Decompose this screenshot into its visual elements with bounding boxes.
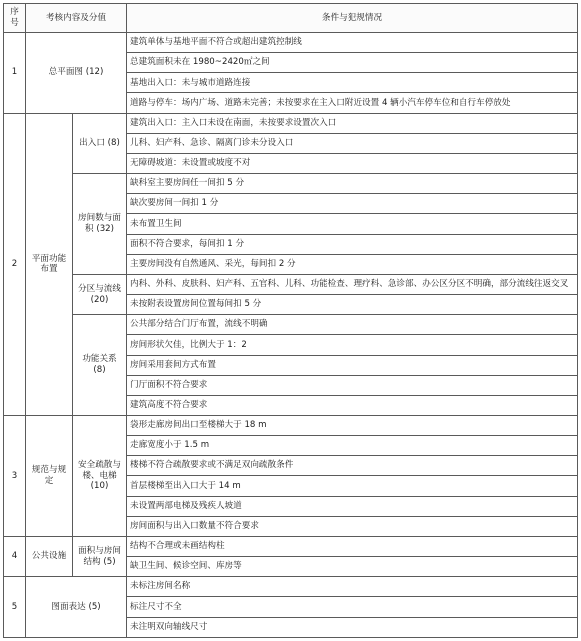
condition-cell: 走廊宽度小于 1.5 m	[127, 436, 578, 456]
table-row	[4, 415, 578, 435]
subitem-cell: 面积与房间结构 (5)	[73, 536, 127, 576]
condition-cell: 内科、外科、皮肤科、妇产科、五官科、儿科、功能检查、理疗科、急诊部、办公区分区不明确，部分流线往返交叉	[127, 274, 578, 294]
item-cell: 公共设施	[26, 536, 73, 576]
subitem-cell: 功能关系 (8)	[73, 315, 127, 416]
condition-cell: 楼梯不符合疏散要求或不满足双向疏散条件	[127, 456, 578, 476]
condition-cell: 未按附表设置房间位置每间扣 5 分	[127, 295, 578, 315]
condition-cell: 缺卫生间、候诊空间、库房等	[127, 557, 578, 577]
condition-cell: 建筑单体与基地平面不符合或超出建筑控制线	[127, 33, 578, 53]
condition-cell: 未布置卫生间	[127, 214, 578, 234]
seq-cell: 1	[4, 33, 26, 114]
condition-cell: 基地出入口：未与城市道路连接	[127, 73, 578, 93]
seq-cell: 4	[4, 536, 26, 576]
item-cell: 平面功能布置	[26, 113, 73, 415]
table-row	[4, 113, 578, 133]
table-row	[4, 577, 578, 597]
item-cell: 规范与规定	[26, 415, 73, 536]
seq-cell: 3	[4, 415, 26, 536]
condition-cell: 无障碍坡道：未设置或坡度不对	[127, 153, 578, 173]
condition-cell: 主要房间没有自然通风、采光，每间扣 2 分	[127, 254, 578, 274]
item-cell: 图面表达 (5)	[26, 577, 127, 638]
condition-cell: 房间采用套间方式布置	[127, 355, 578, 375]
header-seq: 序号	[4, 4, 26, 33]
subitem-cell: 安全疏散与楼、电梯 (10)	[73, 415, 127, 536]
condition-cell: 道路与停车：场内广场、道路未完善；未按要求在主入口附近设置 4 辆小汽车停车位和自行车停放处	[127, 93, 578, 113]
table-row	[4, 274, 578, 294]
condition-cell: 首层楼梯至出入口大于 14 m	[127, 476, 578, 496]
table-row	[4, 315, 578, 335]
condition-cell: 面积不符合要求，每间扣 1 分	[127, 234, 578, 254]
table-row	[4, 174, 578, 194]
condition-cell: 总建筑面积未在 1980~2420㎡之间	[127, 53, 578, 73]
seq-cell: 5	[4, 577, 26, 638]
subitem-cell: 出入口 (8)	[73, 113, 127, 173]
seq-cell: 2	[4, 113, 26, 415]
condition-cell: 儿科、妇产科、急诊、隔离门诊未分设入口	[127, 133, 578, 153]
table-row	[4, 536, 578, 556]
subitem-cell: 分区与流线 (20)	[73, 274, 127, 314]
condition-cell: 缺科室主要房间任一间扣 5 分	[127, 174, 578, 194]
grading-table	[3, 3, 578, 638]
header-row	[4, 4, 578, 33]
condition-cell: 门厅面积不符合要求	[127, 375, 578, 395]
condition-cell: 未设置两部电梯及残疾人坡道	[127, 496, 578, 516]
condition-cell: 建筑高度不符合要求	[127, 395, 578, 415]
condition-cell: 房间面积与出入口数量不符合要求	[127, 516, 578, 536]
condition-cell: 未注明双向轴线尺寸	[127, 617, 578, 637]
condition-cell: 标注尺寸不全	[127, 597, 578, 617]
condition-cell: 缺次要房间一间扣 1 分	[127, 194, 578, 214]
subitem-cell: 房间数与面积 (32)	[73, 174, 127, 275]
table-row	[4, 33, 578, 53]
condition-cell: 结构不合理或未画结构柱	[127, 536, 578, 556]
header-item: 考核内容及分值	[26, 4, 127, 33]
condition-cell: 建筑出入口：主入口未设在南面，未按要求设置次入口	[127, 113, 578, 133]
condition-cell: 房间形状欠佳，比例大于 1：2	[127, 335, 578, 355]
condition-cell: 袋形走廊房间出口至楼梯大于 18 m	[127, 415, 578, 435]
condition-cell: 公共部分结合门厅布置，流线不明确	[127, 315, 578, 335]
item-cell: 总平面图 (12)	[26, 33, 127, 114]
header-condition: 条件与犯规情况	[127, 4, 578, 33]
condition-cell: 未标注房间名称	[127, 577, 578, 597]
